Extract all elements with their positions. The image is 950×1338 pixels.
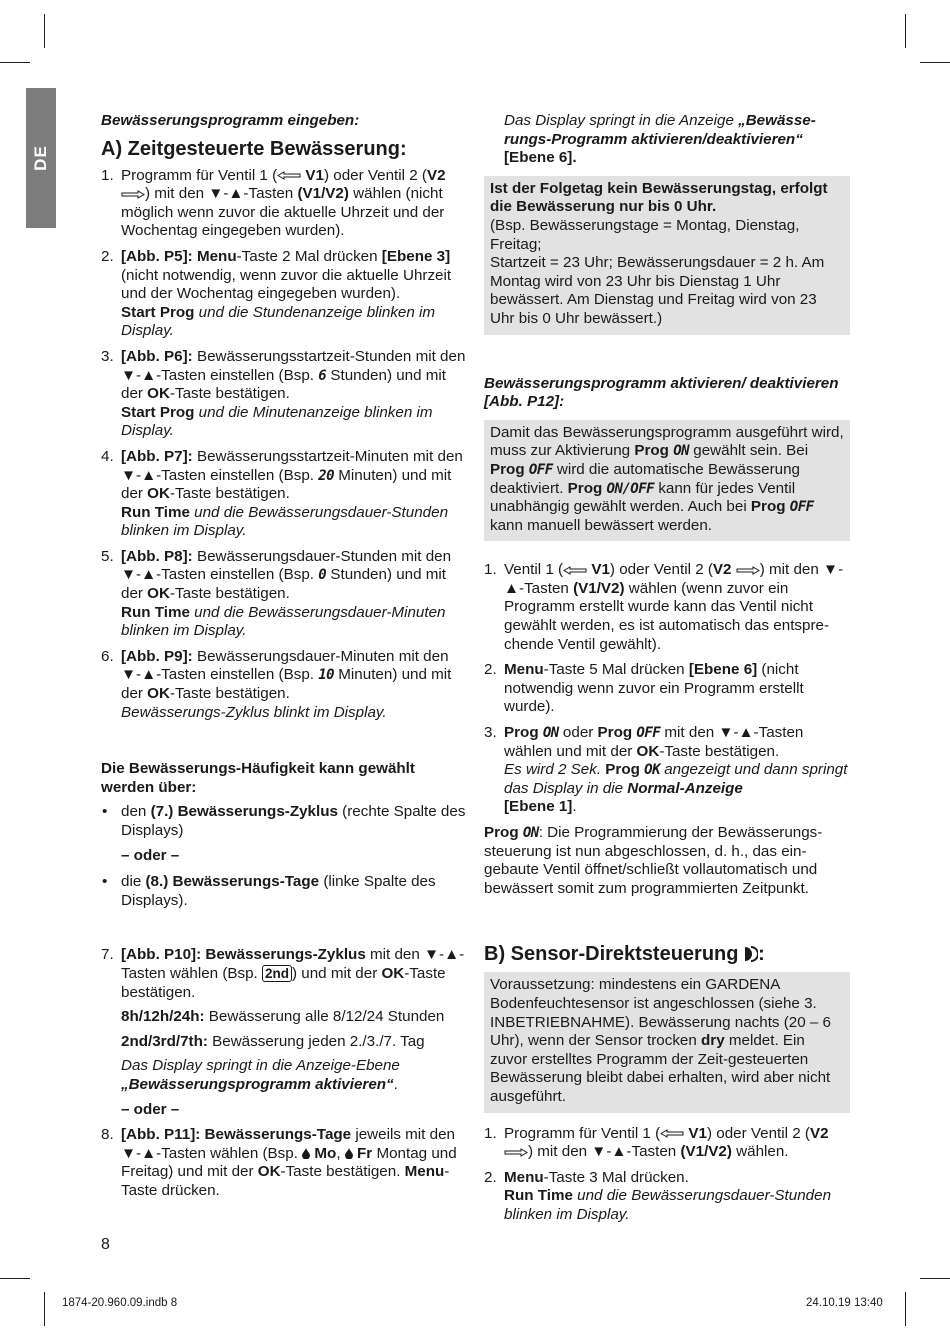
valve-1: V1 xyxy=(688,1124,707,1142)
key-label: Menu xyxy=(404,1163,445,1181)
text: den xyxy=(121,803,151,821)
valve-1: V1 xyxy=(591,561,610,579)
text: Stunden) und mit der xyxy=(121,566,447,603)
text: Bewässerungsstartzeit-Stunden mit den ▼-▲-Tasten einstellen (Bsp. xyxy=(121,347,466,384)
text: wählen (wenn zuvor ein Programm erstellt wurde kann das Ventil nicht gewählt werden, es ist automatisch das entspre-chende Ventil gewählt). xyxy=(504,579,830,653)
text-bold: 2nd/3rd/7th: xyxy=(121,1032,208,1050)
section-title: A) Zeitgesteuerte Bewässerung: xyxy=(101,137,407,160)
item-number: 1. xyxy=(101,166,114,184)
text: Minuten) und mit der xyxy=(121,666,452,703)
text: ) mit den ▼-▲-Tasten xyxy=(504,561,844,597)
display-note: und die Minutenanzeige blinken im Display. xyxy=(121,403,433,440)
text: ) oder Ventil 2 ( xyxy=(609,561,713,579)
text: Bewässerungsstartzeit-Minuten mit den ▼-▲-Tasten einstellen (Bsp. xyxy=(121,447,463,484)
text: wählen. xyxy=(731,1143,789,1161)
list-item xyxy=(484,661,850,717)
item-number: 1. xyxy=(484,561,497,579)
valve-2: V2 xyxy=(712,561,732,579)
text: (nicht notwendig, wenn zuvor die aktuelle Uhrzeit und der Wochentag eingegeben wurden). xyxy=(121,266,452,303)
valve-1: V1 xyxy=(305,166,324,184)
left-column xyxy=(101,112,469,1208)
text: (rechte Spalte des Displays) xyxy=(121,803,466,839)
text: Stunden) und mit der xyxy=(121,366,447,403)
display-note: und die Bewässerungsdauer-Stunden blinken im Display. xyxy=(121,503,449,540)
text: Damit das Bewässerungsprogramm ausgeführt wird, muss zur Aktivierung xyxy=(490,423,844,460)
key-label: OK xyxy=(147,385,170,403)
arrow-left-icon xyxy=(277,171,301,180)
text: -Taste bestätigen. xyxy=(280,1163,405,1181)
key-label: Menu xyxy=(196,247,237,265)
text: ) oder Ventil 2 ( xyxy=(706,1124,810,1142)
text: ) und mit der xyxy=(292,964,382,982)
note-box xyxy=(484,176,850,335)
figure-ref: [Abb. P5]: xyxy=(121,247,193,265)
item-number: 2. xyxy=(484,661,497,679)
display-on: ON xyxy=(673,443,690,460)
text: (linke Spalte des Displays). xyxy=(121,873,436,909)
text-bold: Prog xyxy=(597,724,633,742)
item-number: 1. xyxy=(484,1124,497,1142)
figure-ref: [Abb. P10]: xyxy=(121,946,202,964)
list-item xyxy=(101,248,469,341)
intro-note xyxy=(484,112,850,168)
key-label: (V1/V2) xyxy=(573,579,625,597)
display-off: OFF xyxy=(789,499,814,516)
sensor-icon xyxy=(744,946,758,962)
note-box-text: Startzeit = 23 Uhr; Bewässerungsdauer = 2 h. Am Montag wird von 23 Uhr bis Dienstag 1 Uhr bewässert. Am Dienstag und Freitag wird von 23 Uhr bis 0 Uhr bewässert.) xyxy=(490,254,825,327)
text: mit den ▼-▲-Tasten wählen und mit der xyxy=(504,724,804,760)
display-text: Start Prog xyxy=(121,303,195,321)
crop-mark xyxy=(920,62,950,63)
list-item xyxy=(484,1125,850,1162)
text: -Taste drücken. xyxy=(121,1163,450,1199)
figure-ref: [Abb. P8]: xyxy=(121,547,193,565)
key-label: (V1/V2) xyxy=(680,1143,732,1161)
display-off: OFF xyxy=(528,461,553,478)
text: -Taste bestätigen. xyxy=(121,964,446,1001)
display-text: Run Time xyxy=(121,503,190,521)
text-bold: Prog xyxy=(567,479,603,497)
text: kann manuell bewässert werden. xyxy=(490,516,713,534)
text: -Taste 2 Mal drücken xyxy=(236,247,382,265)
footer-date: 24.10.19 13:40 xyxy=(806,1297,883,1309)
item-number: 5. xyxy=(101,547,114,565)
display-note: und die Bewässerungsdauer-Stunden blinken im Display. xyxy=(504,1187,832,1223)
day-monday: Mo xyxy=(314,1144,337,1162)
prog-on-paragraph xyxy=(484,824,850,898)
text-bold: (8.) Bewässerungs-Tage xyxy=(145,873,320,891)
display-text: Run Time xyxy=(121,603,190,621)
section-title: B) Sensor-Direktsteuerung : xyxy=(484,943,765,966)
or-separator: – oder – xyxy=(121,1100,180,1118)
crop-mark xyxy=(44,1292,45,1326)
key-label: OK xyxy=(147,585,170,603)
text: Montag und Freitag) und mit der xyxy=(121,1144,457,1181)
text: -Taste 5 Mal drücken xyxy=(543,661,689,679)
valve-2: V2 xyxy=(809,1124,829,1142)
text: Ventil 1 ( xyxy=(504,561,564,579)
text: -Taste bestätigen. xyxy=(169,685,290,703)
display-digit: 0 xyxy=(318,567,327,584)
list-item xyxy=(101,648,469,722)
key-label: Menu xyxy=(504,1168,544,1186)
crop-mark xyxy=(0,1278,30,1279)
list-item xyxy=(101,873,469,910)
or-separator: – oder – xyxy=(121,846,180,864)
list-item xyxy=(101,803,469,840)
text-bold: Prog xyxy=(750,498,786,516)
item-number: 3. xyxy=(484,724,497,742)
list-item xyxy=(484,561,850,654)
text-bold: Prog xyxy=(605,761,640,779)
key-label: OK xyxy=(147,685,170,703)
list-item xyxy=(101,946,469,1119)
display-note: Es wird 2 Sek. xyxy=(504,761,606,779)
text: . xyxy=(393,1075,398,1093)
text: -Taste bestätigen. xyxy=(169,385,290,403)
text: . xyxy=(572,798,577,816)
figure-ref: [Abb. P7]: xyxy=(121,447,193,465)
text: Bewässerung alle 8/12/24 Stunden xyxy=(204,1008,445,1026)
water-drop-icon xyxy=(345,1148,353,1159)
language-tab-label: DE xyxy=(31,145,50,171)
text: oder xyxy=(558,724,598,742)
display-digit: 6 xyxy=(318,367,327,384)
list-item xyxy=(484,724,850,817)
text: Programm für Ventil 1 ( xyxy=(121,166,278,184)
text: gewählt sein. Bei xyxy=(689,442,809,460)
crop-mark xyxy=(905,14,906,48)
info-box xyxy=(484,420,850,542)
text-bold: Bewässerungs-Tage xyxy=(200,1126,352,1144)
text: : Die Programmierung der Bewässerungs-steuerung ist nun abgeschlossen, d. h., das ein-gebaute Ventil öffnet/schließt vollautomatisch und bewässert somit zum programmierten Zeitpunkt. xyxy=(484,824,823,897)
text: meldet. Ein zuvor erstelltes Programm der Zeit-gesteuerten Bewässerung bleibt dabei erhalten, wird aber nicht ausgeführt. xyxy=(490,1032,831,1105)
text-bold: dry xyxy=(701,1032,725,1050)
list-item xyxy=(101,167,469,241)
text-bold: Prog xyxy=(504,724,539,742)
display-note: Das Display springt in die Anzeige xyxy=(504,112,739,129)
display-note: Das Display springt in die Anzeige-Ebene xyxy=(121,1057,400,1075)
display-note-bold: Normal-Anzeige xyxy=(627,779,743,797)
text-bold: Prog xyxy=(484,824,519,841)
day-friday: Fr xyxy=(357,1144,373,1162)
list-item: 8. [Abb. P11]: Bewässerungs-Tage jeweils mit den ▼-▲-Tasten wählen (Bsp. Mo, Fr Montag und Freitag) und mit der OK-Taste bestätigen. Menu-Taste drücken. xyxy=(101,1126,457,1199)
crop-mark xyxy=(44,14,45,48)
level-ref: [Ebene 1] xyxy=(504,798,573,816)
text: die xyxy=(121,873,146,891)
display-note-bold: „Bewässerungsprogramm aktivieren“ xyxy=(121,1075,394,1093)
list-item xyxy=(101,448,469,541)
key-label: OK xyxy=(147,485,170,503)
text: -Taste 3 Mal drücken. xyxy=(543,1168,689,1186)
arrow-right-icon xyxy=(504,1148,528,1157)
display-note: angezeigt und dann springt das Display in die xyxy=(504,761,848,797)
figure-ref: [Abb. P11]: xyxy=(121,1126,201,1144)
text: Programm für Ventil 1 ( xyxy=(504,1124,661,1142)
text: -Taste bestätigen. xyxy=(659,742,780,760)
arrow-left-icon xyxy=(660,1129,684,1138)
list-item xyxy=(484,1169,850,1225)
section-subhead: Bewässerungsprogramm aktivieren/ deaktivieren [Abb. P12]: xyxy=(484,374,839,411)
figure-ref: [Abb. P9]: xyxy=(121,647,193,665)
note-box-heading: Ist der Folgetag kein Bewässerungstag, erfolgt die Bewässerung nur bis 0 Uhr. xyxy=(490,179,828,216)
text: Voraussetzung: mindestens ein GARDENA Bodenfeuchtesensor ist angeschlossen (siehe 3. INBETRIEBNAHME). Bewässerung nachts (20 – 6 Uhr), wenn der Sensor trocken xyxy=(490,976,832,1050)
text-bold: Prog xyxy=(634,442,669,460)
crop-mark xyxy=(0,62,30,63)
key-label: OK xyxy=(257,1163,281,1181)
page-number: 8 xyxy=(101,1236,110,1253)
valve-2: V2 xyxy=(426,166,446,184)
display-on-off: ON/OFF xyxy=(606,480,655,497)
display-note-bold: „Bewässe-rungs-Programm aktivieren/deaktivieren“ xyxy=(504,112,816,148)
right-column xyxy=(484,112,850,1232)
text: -Taste bestätigen. xyxy=(169,585,290,603)
item-number: 8. xyxy=(101,1126,114,1144)
text: kann für jedes Ventil unabhängig gewählt werden. Auch bei xyxy=(490,479,796,516)
arrow-right-icon xyxy=(736,566,760,575)
section-title-text: B) Sensor-Direktsteuerung xyxy=(484,943,739,966)
text: Bewässerungsdauer-Minuten mit den ▼-▲-Tasten einstellen (Bsp. xyxy=(121,647,449,684)
figure-ref: [Abb. P6]: xyxy=(121,347,193,365)
display-note: Bewässerungs-Zyklus blinkt im Display. xyxy=(121,703,387,721)
water-drop-icon xyxy=(302,1148,310,1159)
list-item xyxy=(101,548,469,641)
text-bold: Bewässerungs-Zyklus xyxy=(201,946,366,964)
item-number: 7. xyxy=(101,946,114,964)
display-text: Run Time xyxy=(504,1187,573,1205)
item-number: 4. xyxy=(101,447,114,465)
level-ref: [Ebene 6] xyxy=(688,661,758,679)
text: ) oder Ventil 2 ( xyxy=(323,166,427,184)
arrow-left-icon xyxy=(563,566,587,575)
list-item xyxy=(101,348,469,441)
footer-file: 1874-20.960.09.indb 8 xyxy=(62,1297,178,1309)
text-bold: (7.) Bewässerungs-Zyklus xyxy=(150,803,338,821)
frequency-heading: Die Bewässerungs-Häufigkeit kann gewählt werden über: xyxy=(101,760,415,796)
arrow-right-icon xyxy=(121,190,145,199)
text: Minuten) und mit der xyxy=(121,466,452,503)
section-subhead: Bewässerungsprogramm eingeben: xyxy=(101,112,360,129)
key-label: Menu xyxy=(504,661,544,679)
text-bold: Prog xyxy=(490,460,525,478)
display-note: und die Bewässerungsdauer-Minuten blinken im Display. xyxy=(121,603,446,640)
text: jeweils mit den ▼-▲-Tasten wählen (Bsp. xyxy=(121,1126,455,1162)
display-box: 2nd xyxy=(262,965,292,982)
key-label: (V1/V2) xyxy=(297,185,349,203)
text: (nicht notwendig wenn zuvor ein Programm erstellt wurde). xyxy=(504,661,804,716)
text: wird die automatische Bewässerung deaktiviert. xyxy=(490,460,800,497)
display-note: und die Stundenanzeige blinken im Display. xyxy=(121,303,436,340)
level-ref: [Ebene 3] xyxy=(381,247,451,265)
item-number: 6. xyxy=(101,647,114,665)
text: ) mit den ▼-▲-Tasten xyxy=(145,185,298,203)
language-tab xyxy=(26,88,56,228)
display-on: ON xyxy=(522,825,539,841)
text: Bewässerungsdauer-Stunden mit den ▼-▲-Tasten einstellen (Bsp. xyxy=(121,547,452,584)
text-bold: 8h/12h/24h: xyxy=(121,1008,205,1026)
text: wählen (nicht möglich wenn zuvor die aktuelle Uhrzeit und der Wochentag eingegeben wurden). xyxy=(121,185,445,240)
key-label: OK xyxy=(381,964,405,982)
display-ok: OK xyxy=(644,762,660,779)
item-number: 2. xyxy=(101,247,114,265)
text: ) mit den ▼-▲-Tasten xyxy=(528,1143,681,1161)
item-number: 3. xyxy=(101,347,114,365)
crop-mark xyxy=(920,1278,950,1279)
info-box xyxy=(484,972,850,1112)
level-ref: [Ebene 6]. xyxy=(504,149,577,167)
display-digit: 20 xyxy=(318,467,335,484)
text: mit den ▼-▲-Tasten wählen (Bsp. xyxy=(121,946,465,982)
item-number: 2. xyxy=(484,1168,497,1186)
note-box-text: (Bsp. Bewässerungstage = Montag, Dienstag, Freitag; xyxy=(490,216,800,253)
crop-mark xyxy=(905,1292,906,1326)
display-digit: 10 xyxy=(318,667,335,684)
display-text: Start Prog xyxy=(121,403,195,421)
text: Bewässerung jeden 2./3./7. Tag xyxy=(207,1032,425,1050)
display-on: ON xyxy=(542,725,559,742)
key-label: OK xyxy=(636,742,660,760)
text: -Taste bestätigen. xyxy=(169,485,290,503)
display-off: OFF xyxy=(636,725,661,742)
